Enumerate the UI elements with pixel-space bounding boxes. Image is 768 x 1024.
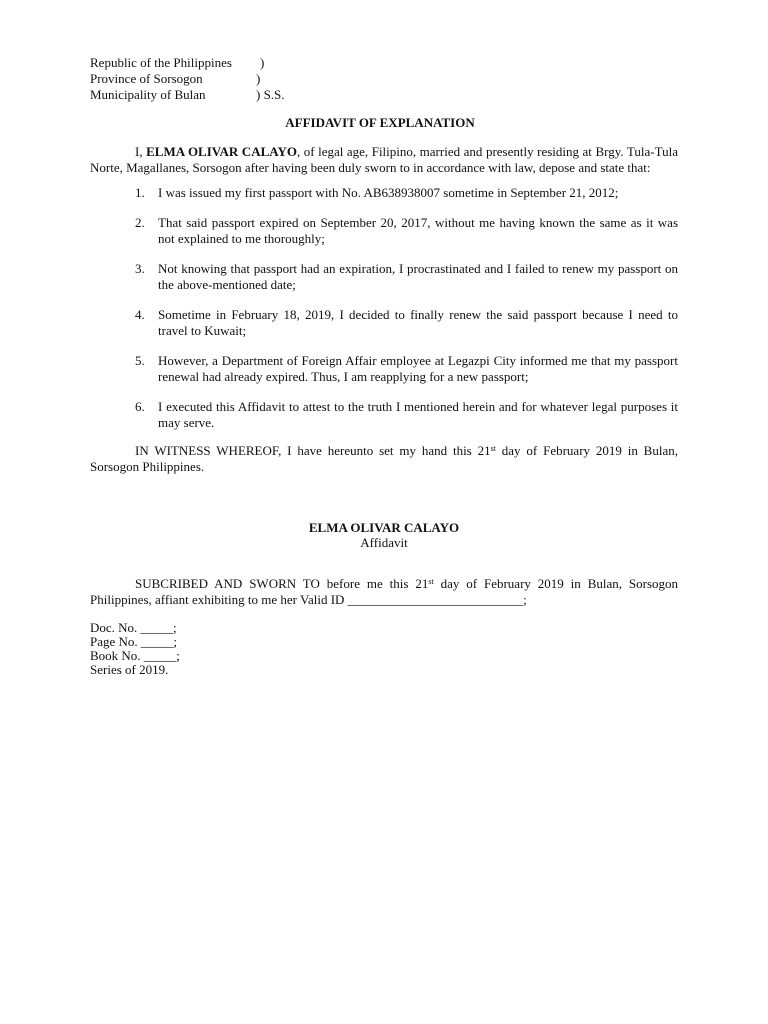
statements-list bbox=[90, 185, 678, 431]
signature-block bbox=[90, 520, 678, 550]
venue-block bbox=[90, 55, 678, 103]
witness-paragraph: IN WITNESS WHEREOF, I have hereunto set my hand this 21st day of February 2019 in Bulan, Sorsogon Philippines. bbox=[90, 443, 678, 474]
list-item: 6. I executed this Affidavit to attest to the truth I mentioned herein and for whatever legal purposes it may serve. bbox=[135, 399, 678, 430]
document-title: AFFIDAVIT OF EXPLANATION bbox=[285, 115, 475, 130]
signatory-role: Affidavit bbox=[360, 535, 408, 550]
list-item: 2. That said passport expired on September 20, 2017, without me having known the same as it was not explained to me thoroughly; bbox=[135, 215, 678, 246]
venue-line-province: Province of Sorsogon ) bbox=[90, 71, 261, 86]
notarial-register bbox=[90, 621, 678, 677]
page-no: Page No. _____; bbox=[90, 634, 178, 649]
jurat-paragraph: SUBCRIBED AND SWORN TO before me this 21st day of February 2019 in Bulan, Sorsogon Philippines, affiant exhibiting to me her Valid ID ___________________________; bbox=[90, 576, 679, 607]
affidavit-document bbox=[90, 55, 678, 677]
book-no: Book No. _____; bbox=[90, 648, 180, 663]
venue-line-republic: Republic of the Philippines ) bbox=[90, 55, 265, 70]
signatory-name: ELMA OLIVAR CALAYO bbox=[308, 520, 460, 535]
affiant-name: ELMA OLIVAR CALAYO bbox=[146, 144, 297, 159]
list-item: 1. I was issued my first passport with No. AB638938007 sometime in September 21, 2012; bbox=[135, 185, 619, 200]
doc-no: Doc. No. _____; bbox=[90, 620, 177, 635]
list-item: 4. Sometime in February 18, 2019, I decided to finally renew the said passport because I need to travel to Kuwait; bbox=[135, 307, 678, 338]
list-item: 5. However, a Department of Foreign Affair employee at Legazpi City informed me that my passport renewal had already expired. Thus, I am reapplying for a new passport; bbox=[135, 353, 678, 384]
intro-paragraph: I, ELMA OLIVAR CALAYO, of legal age, Filipino, married and presently residing at Brgy. Tula-Tula Norte, Magallanes, Sorsogon after having been duly sworn to in accordance with law, depose and state that: bbox=[90, 144, 678, 175]
venue-line-municipality: Municipality of Bulan ) S.S. bbox=[90, 87, 285, 102]
series: Series of 2019. bbox=[90, 662, 169, 677]
list-item: 3. Not knowing that passport had an expiration, I procrastinated and I failed to renew my passport on the above-mentioned date; bbox=[135, 261, 678, 292]
